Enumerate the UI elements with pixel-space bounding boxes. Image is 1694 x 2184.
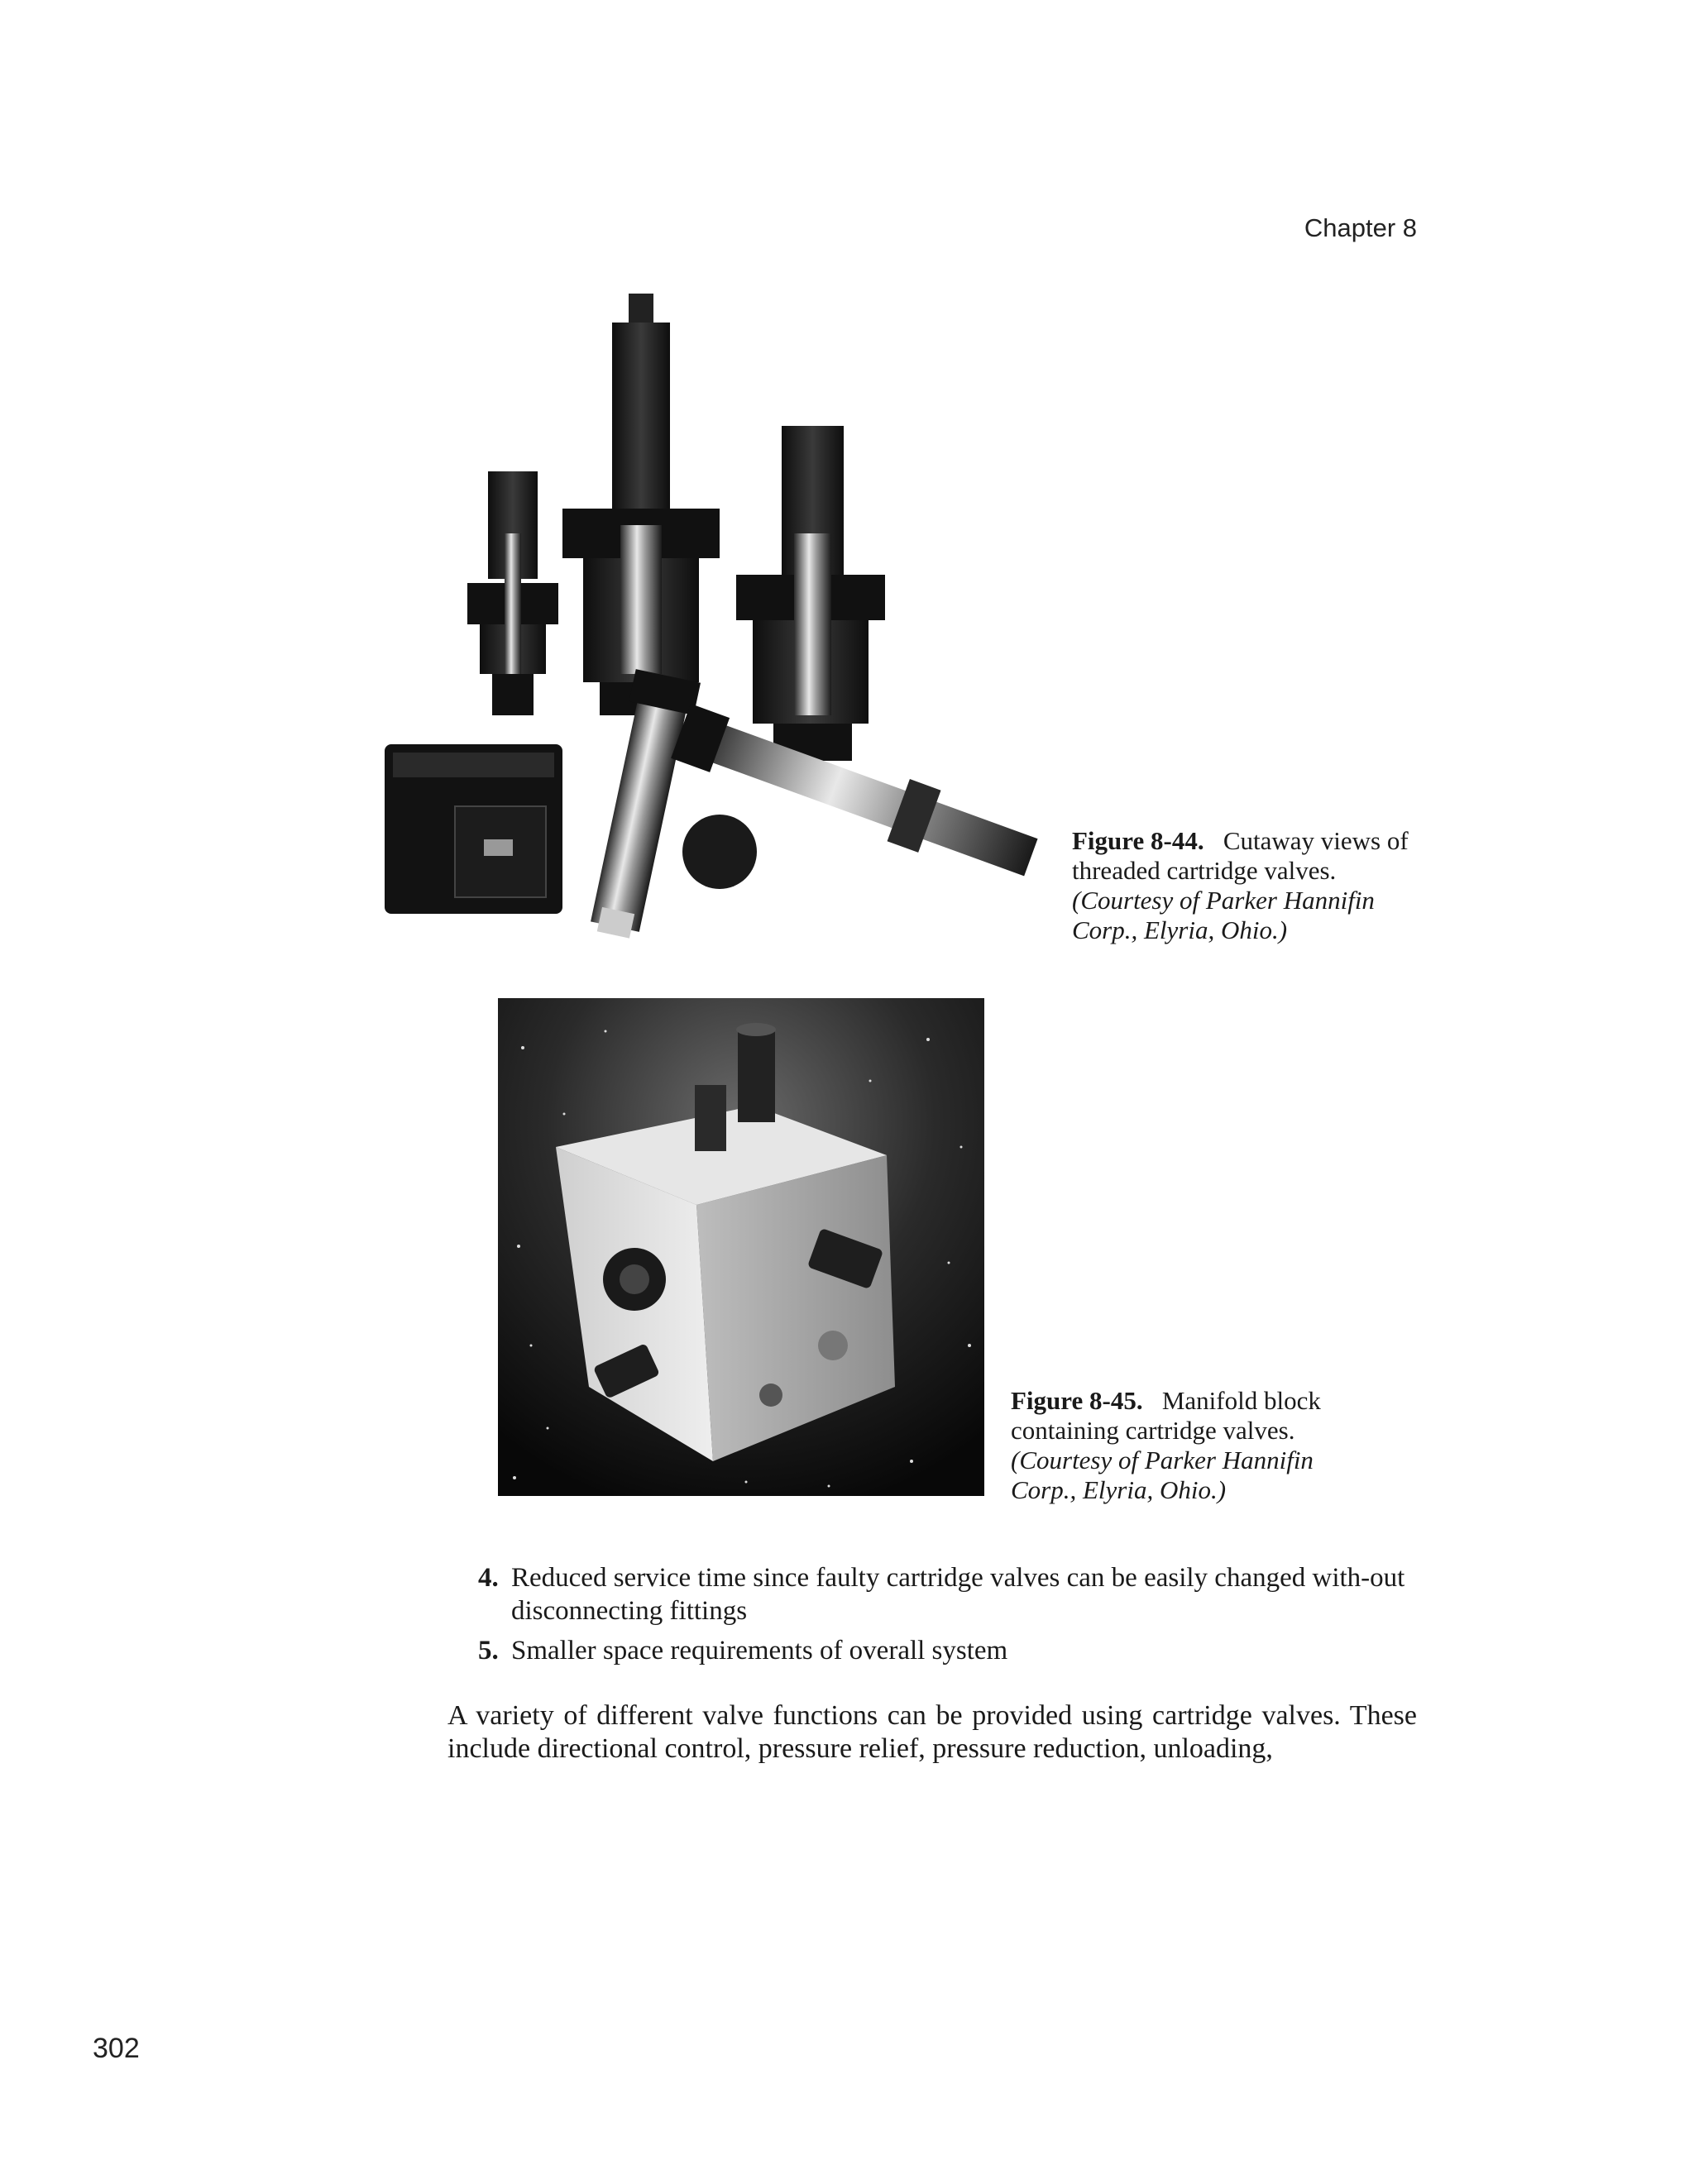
tall-cartridge-valve-center bbox=[562, 294, 720, 715]
figure-credit: (Courtesy of Parker Hannifin Corp., Elyria, Ohio.) bbox=[1011, 1446, 1314, 1504]
spool-valve-diagonal bbox=[581, 669, 701, 942]
body-paragraph: A variety of different valve functions can be provided using cartridge valves. These include directional control, pressure relief, pressure reduction, unloading, bbox=[447, 1700, 1417, 1764]
list-item bbox=[478, 1634, 1417, 1667]
figure-text: Manifold block containing cartridge valves. bbox=[1011, 1386, 1321, 1445]
figure-label: Figure 8-44. bbox=[1072, 826, 1204, 855]
figure-8-44-caption bbox=[1072, 826, 1436, 945]
list-text: Smaller space requirements of overall system bbox=[511, 1636, 1008, 1665]
figure-8-45-image bbox=[498, 998, 984, 1496]
page-number: 302 bbox=[93, 2033, 140, 2064]
figure-credit: (Courtesy of Parker Hannifin Corp., Elyria, Ohio.) bbox=[1072, 886, 1375, 944]
chapter-header: Chapter 8 bbox=[1304, 213, 1417, 242]
right-face-port bbox=[818, 1331, 848, 1360]
top-cartridge-valve bbox=[738, 1031, 775, 1122]
figure-8-45-caption bbox=[1011, 1386, 1375, 1505]
list-number: 4. bbox=[478, 1563, 499, 1593]
figure-8-44-image bbox=[376, 285, 1038, 947]
cartridge-valve-right bbox=[736, 426, 885, 761]
list-text: Reduced service time since faulty cartridge valves can be easily changed with-out disconnecting fittings bbox=[511, 1563, 1405, 1626]
list-number: 5. bbox=[478, 1636, 499, 1665]
numbered-list bbox=[478, 1561, 1417, 1674]
adjustment-knob bbox=[682, 815, 757, 889]
figure-text: Cutaway views of threaded cartridge valves. bbox=[1072, 826, 1409, 885]
figure-label: Figure 8-45. bbox=[1011, 1386, 1143, 1415]
solenoid-coil bbox=[385, 744, 562, 914]
top-small-valve bbox=[695, 1085, 726, 1151]
list-item bbox=[478, 1561, 1417, 1627]
small-cartridge-valve-left bbox=[467, 471, 558, 715]
